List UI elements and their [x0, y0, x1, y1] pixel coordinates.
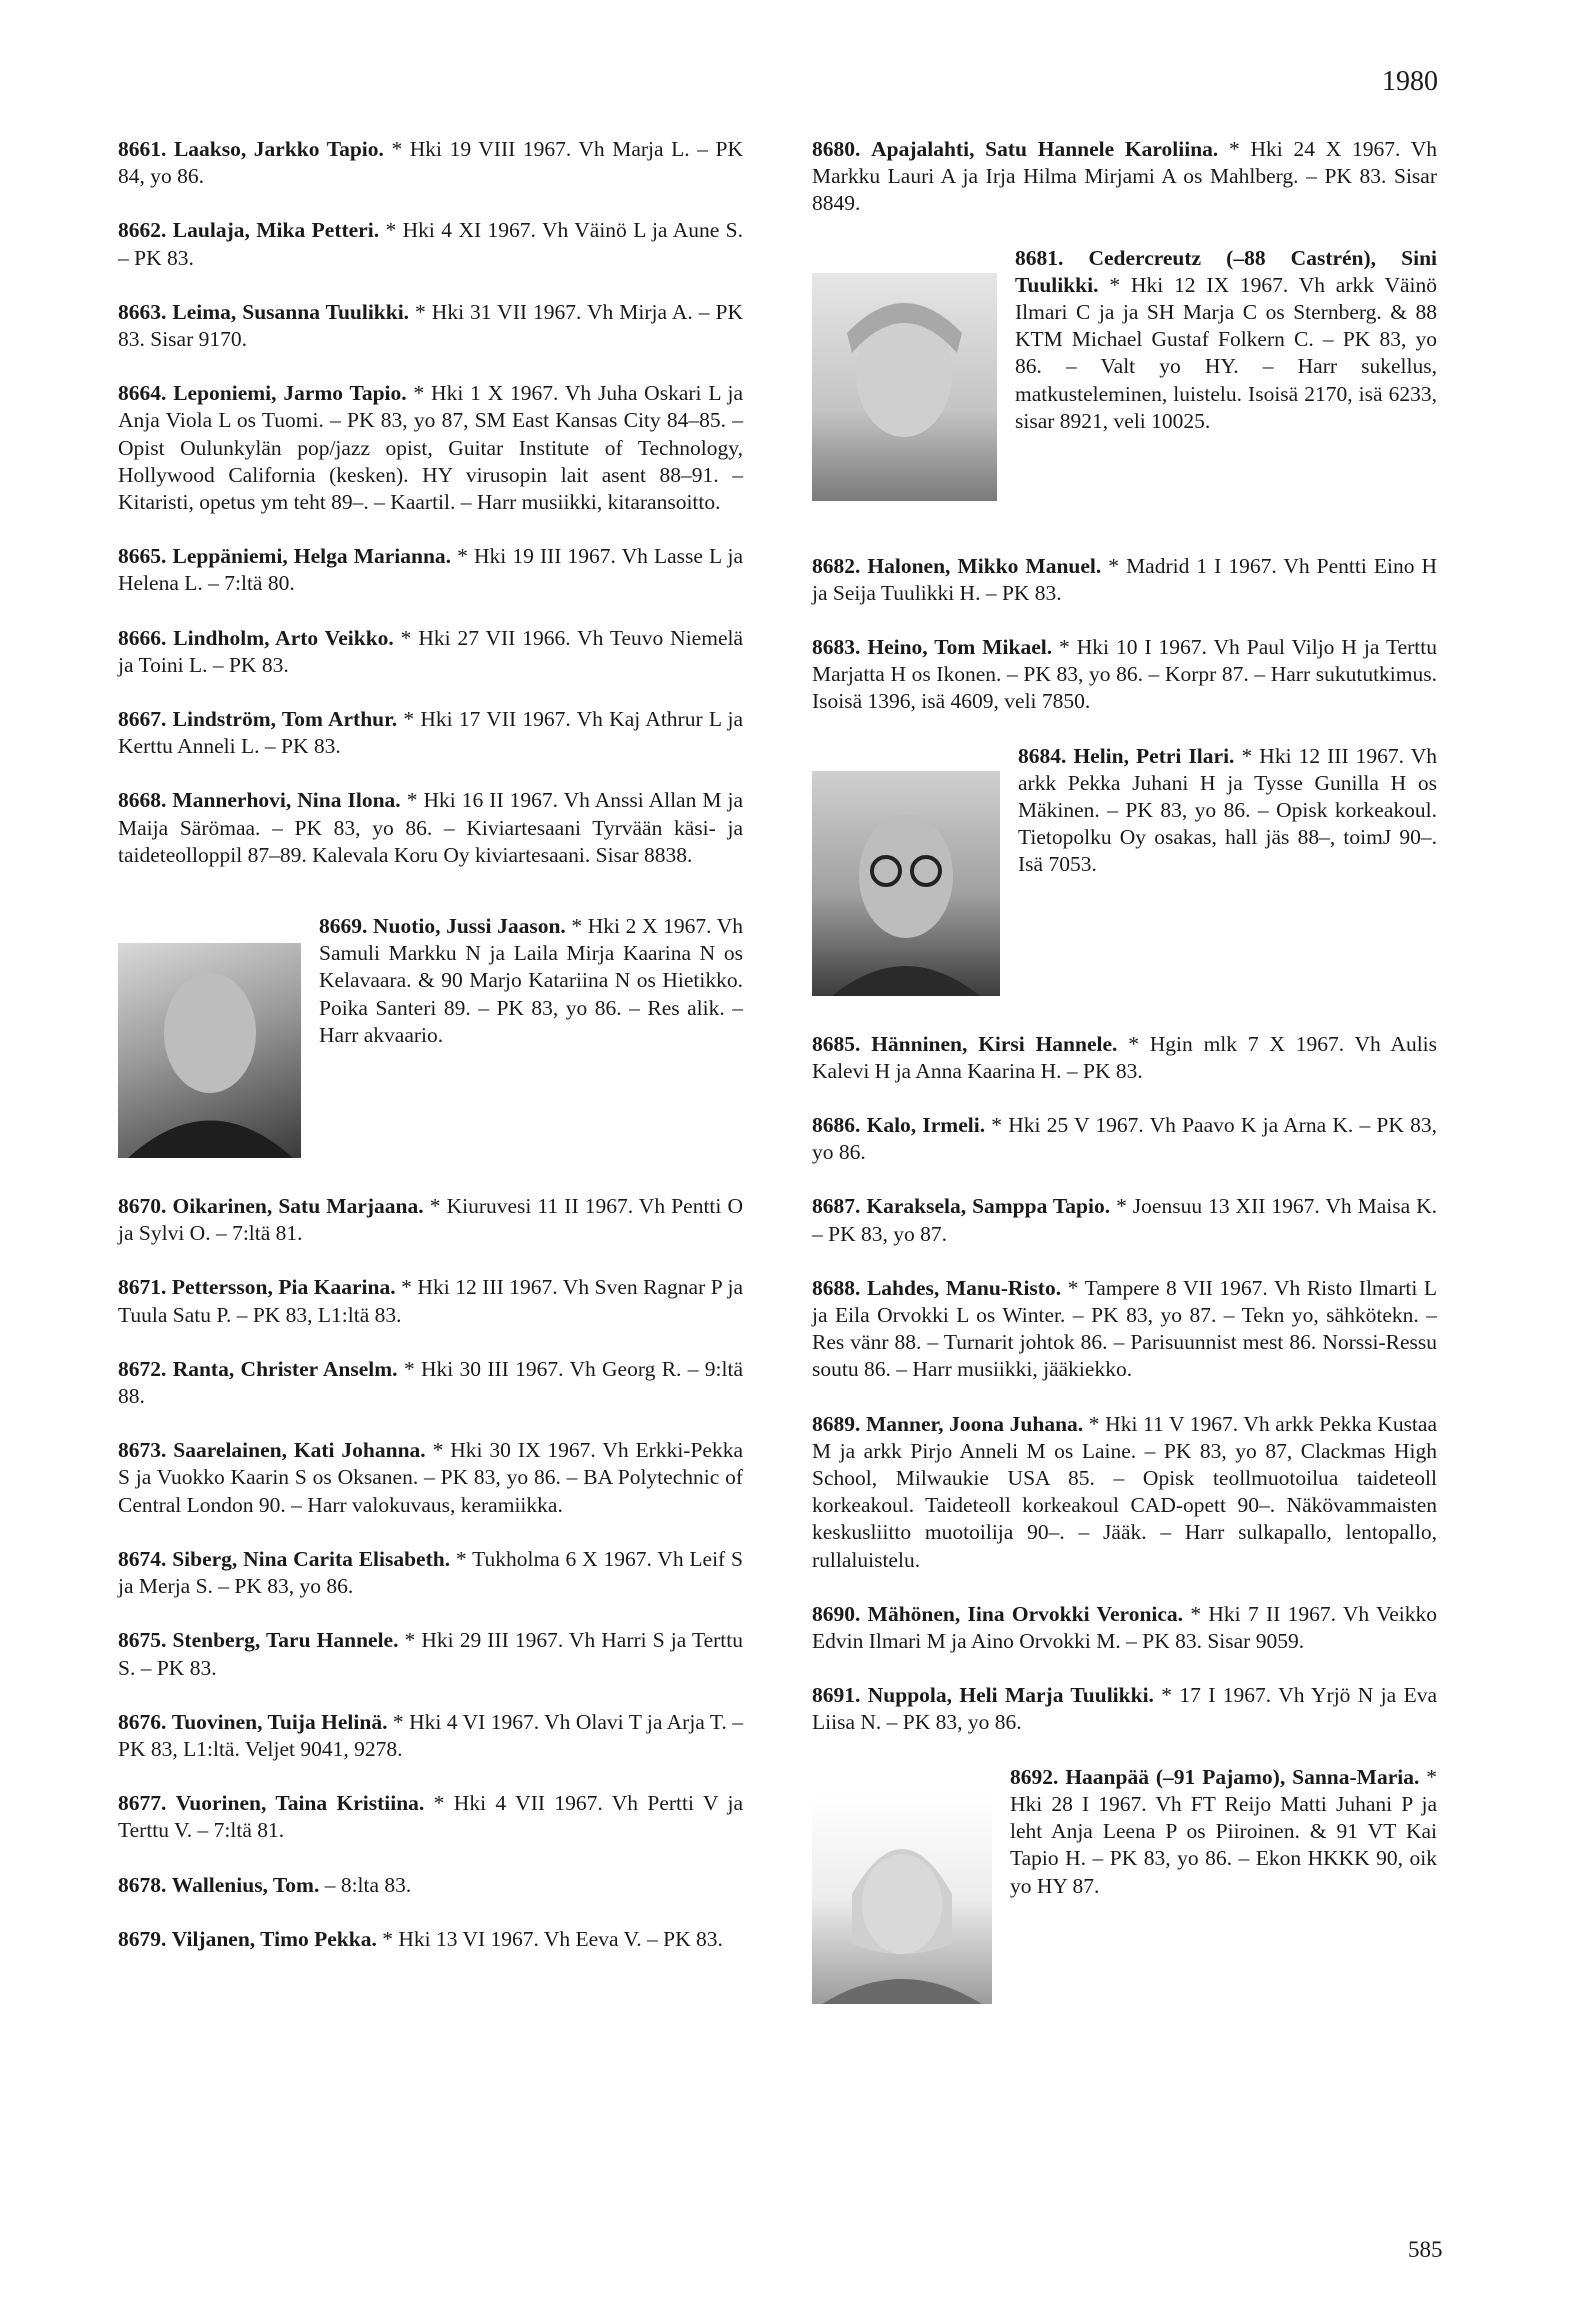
- list-item: 8692. Haanpää (–91 Pajamo), Sanna-Maria. * Hki 28 I 1967. Vh FT Reijo Matti Juhani P ja leht Anja Leena P os Piiroinen. & 91 VT Kai Tapio H. – PK 83, yo 86. – Ekon HKKK 90, oik yo HY 87.: [812, 1764, 1437, 2012]
- list-item: 8662. Laulaja, Mika Petteri. * Hki 4 XI 1967. Vh Väinö L ja Aune S. – PK 83.: [118, 218, 744, 270]
- list-item: 8674. Siberg, Nina Carita Elisabeth. * Tukholma 6 X 1967. Vh Leif S ja Merja S. – PK 83, yo 86.: [118, 1546, 743, 1599]
- portrait-photo-8681: [812, 273, 997, 501]
- list-item: 8673. Saarelainen, Kati Johanna. * Hki 30 IX 1967. Vh Erkki-Pekka S ja Vuokko Kaarin S os Oksanen. – PK 83, yo 86. – BA Polytechnic of Central London 90. – Harr valokuvaus, keramiikka.: [118, 1438, 743, 1517]
- list-item: 8676. Tuovinen, Tuija Helinä. * Hki 4 VI 1967. Vh Olavi T ja Arja T. – PK 83, L1:ltä. Veljet 9041, 9278.: [118, 1709, 744, 1761]
- list-item: 8688. Lahdes, Manu-Risto. * Tampere 8 VII 1967. Vh Risto Ilmarti L ja Eila Orvokki L os Winter. – PK 83, yo 87. – Tekn yo, sähkötekn. – Res vänr 88. – Turnarit johtok 86. – Parisuunnist mest 86. Norssi-Ressu soutu 86. – Harr musiikki, jääkiekko.: [812, 1275, 1438, 1382]
- list-item: 8686. Kalo, Irmeli. * Hki 25 V 1967. Vh Paavo K ja Arna K. – PK 83, yo 86.: [812, 1113, 1438, 1165]
- list-item: 8669. Nuotio, Jussi Jaason. * Hki 2 X 1967. Vh Samuli Markku N ja Laila Mirja Kaarina N os Kelavaara. & 90 Marjo Katariina N os Hietikko. Poika Santeri 89. – PK 83, yo 86. – Res alik. – Harr akvaario.: [118, 913, 743, 1166]
- list-item: 8668. Mannerhovi, Nina Ilona. * Hki 16 II 1967. Vh Anssi Allan M ja Maija Särömaa. – PK 83, yo 86. – Kiviartesaani Tyrvään käsi- ja taideteolloppil 87–89. Kalevala Koru Oy kiviartesaani. Sisar 8838.: [118, 788, 744, 867]
- list-item: 8687. Karaksela, Samppa Tapio. * Joensuu 13 XII 1967. Vh Maisa K. – PK 83, yo 87.: [812, 1194, 1437, 1246]
- list-item: 8672. Ranta, Christer Anselm. * Hki 30 III 1967. Vh Georg R. – 9:ltä 88.: [118, 1356, 744, 1409]
- list-item: 8691. Nuppola, Heli Marja Tuulikki. * 17 I 1967. Vh Yrjö N ja Eva Liisa N. – PK 83, yo 86.: [812, 1683, 1437, 1735]
- list-item: 8685. Hänninen, Kirsi Hannele. * Hgin mlk 7 X 1967. Vh Aulis Kalevi H ja Anna Kaarina H. – PK 83.: [812, 1031, 1438, 1083]
- right-column: [812, 136, 1437, 2039]
- portrait-photo-8684: [812, 771, 1000, 996]
- list-item: 8680. Apajalahti, Satu Hannele Karoliina. * Hki 24 X 1967. Vh Markku Lauri A ja Irja Hilma Mirjami A os Mahlberg. – PK 83. Sisar 8849.: [812, 137, 1437, 216]
- list-item: 8683. Heino, Tom Mikael. * Hki 10 I 1967. Vh Paul Viljo H ja Terttu Marjatta H os Ikonen. – PK 83, yo 86. – Korpr 87. – Harr sukututkimus. Isoisä 1396, isä 4609, veli 7850.: [812, 635, 1438, 714]
- list-item: 8675. Stenberg, Taru Hannele. * Hki 29 III 1967. Vh Harri S ja Terttu S. – PK 83.: [118, 1628, 743, 1680]
- list-item: 8677. Vuorinen, Taina Kristiina. * Hki 4 VII 1967. Vh Pertti V ja Terttu V. – 7:ltä 81.: [118, 1791, 743, 1843]
- portrait-photo-8669: [118, 943, 301, 1158]
- list-item: 8665. Leppäniemi, Helga Marianna. * Hki 19 III 1967. Vh Lasse L ja Helena L. – 7:ltä 80.: [118, 544, 744, 596]
- left-column: [118, 136, 743, 1980]
- page-number: 585: [1408, 2237, 1443, 2262]
- list-item: 8678. Wallenius, Tom. – 8:lta 83.: [118, 1872, 412, 1897]
- list-item: 8666. Lindholm, Arto Veikko. * Hki 27 VII 1966. Vh Teuvo Niemelä ja Toini L. – PK 83.: [118, 625, 743, 677]
- portrait-photo-8692: [812, 1794, 992, 2004]
- list-item: 8684. Helin, Petri Ilari. * Hki 12 III 1967. Vh arkk Pekka Juhani H ja Tysse Gunilla H os Mäkinen. – PK 83, yo 86. – Opisk korkeakoul. Tietopolku Oy osakas, hall jäs 88–, toimJ 90–. Isä 7053.: [812, 743, 1437, 1004]
- list-item: 8682. Halonen, Mikko Manuel. * Madrid 1 I 1967. Vh Pentti Eino H ja Seija Tuulikki H. – PK 83.: [812, 553, 1437, 605]
- list-item: 8671. Pettersson, Pia Kaarina. * Hki 12 III 1967. Vh Sven Ragnar P ja Tuula Satu P. – PK 83, L1:ltä 83.: [118, 1275, 744, 1327]
- list-item: 8670. Oikarinen, Satu Marjaana. * Kiuruvesi 11 II 1967. Vh Pentti O ja Sylvi O. – 7:ltä 81.: [118, 1194, 743, 1246]
- list-item: 8690. Mähönen, Iina Orvokki Veronica. * Hki 7 II 1967. Vh Veikko Edvin Ilmari M ja Aino Orvokki M. – PK 83. Sisar 9059.: [812, 1601, 1437, 1654]
- list-item: 8667. Lindström, Tom Arthur. * Hki 17 VII 1967. Vh Kaj Athrur L ja Kerttu Anneli L. – PK 83.: [118, 707, 744, 759]
- list-item: 8681. Cedercreutz (–88 Castrén), Sini Tuulikki. * Hki 12 IX 1967. Vh arkk Väinö Ilmari C ja ja SH Marja C os Sternberg. & 88 KTM Michael Gustaf Folkern C. – PK 83, yo 86. – Valt yo HY. – Harr sukellus, matkusteleminen, luistelu. Isoisä 2170, isä 6233, sisar 8921, veli 10025.: [812, 245, 1437, 509]
- page-year: 1980: [1382, 66, 1438, 97]
- list-item: 8689. Manner, Joona Juhana. * Hki 11 V 1967. Vh arkk Pekka Kustaa M ja arkk Pirjo Anneli M os Laine. – PK 83, yo 87, Clackmas High School, Milwaukie USA 85. – Opisk teollmuotoilua taideteoll korkeakoul. Taideteoll korkeakoul CAD-opett 90–. Näkövammaisten keskusliitto muotoilija 90–. – Jääk. – Harr sulkapallo, lentopallo, rullaluistelu.: [812, 1411, 1437, 1572]
- list-item: 8663. Leima, Susanna Tuulikki. * Hki 31 VII 1967. Vh Mirja A. – PK 83. Sisar 9170.: [118, 299, 743, 352]
- list-item: 8679. Viljanen, Timo Pekka. * Hki 13 VI 1967. Vh Eeva V. – PK 83.: [118, 1926, 723, 1951]
- list-item: 8664. Leponiemi, Jarmo Tapio. * Hki 1 X 1967. Vh Juha Oskari L ja Anja Viola L os Tuomi. – PK 83, yo 87, SM East Kansas City 84–85. – Opist Oulunkylän pop/jazz opist, Guitar Institute of Technology, Hollywood California (kesken). HY virusopin lait asent 88–91. – Kitaristi, opetus ym teht 89–. – Kaartil. – Harr musiikki, kitaransoitto.: [118, 381, 743, 515]
- list-item: 8661. Laakso, Jarkko Tapio. * Hki 19 VIII 1967. Vh Marja L. – PK 84, yo 86.: [118, 137, 744, 189]
